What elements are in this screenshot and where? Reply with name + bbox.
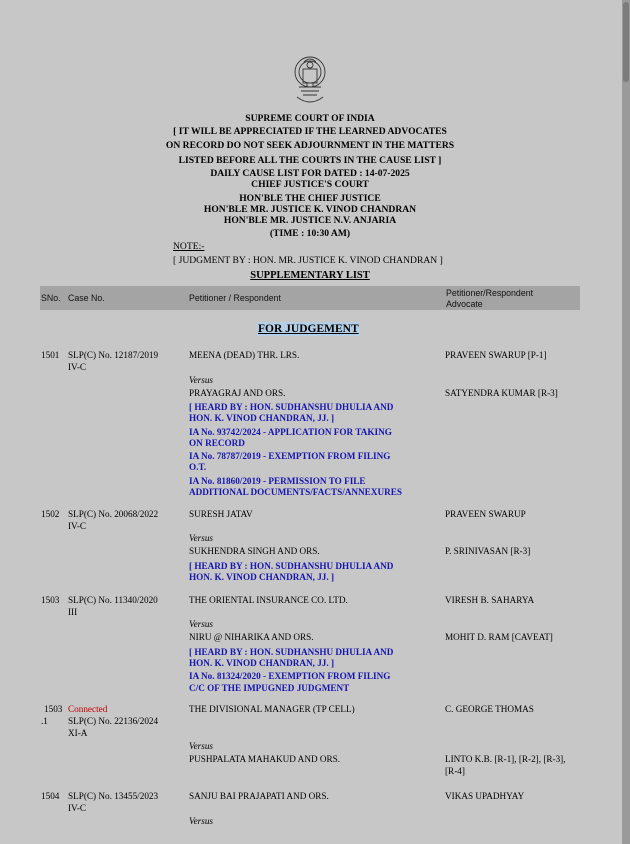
- petitioner-advocate: PRAVEEN SWARUP: [445, 509, 526, 519]
- respondent-advocate: [R-4]: [445, 766, 465, 776]
- respondent: SUKHENDRA SINGH AND ORS.: [189, 546, 320, 556]
- case-number: SLP(C) No. 20068/2022: [68, 509, 159, 519]
- case-note: IA No. 81860/2019 - PERMISSION TO FILE: [189, 476, 366, 486]
- case-sno: 1503: [44, 704, 63, 714]
- respondent-advocate: P. SRINIVASAN [R-3]: [445, 546, 531, 556]
- petitioner: MEENA (DEAD) THR. LRS.: [189, 350, 300, 360]
- versus-label: Versus: [189, 816, 213, 826]
- versus-label: Versus: [189, 375, 213, 385]
- respondent: NIRU @ NIHARIKA AND ORS.: [189, 632, 314, 642]
- bench-judge-1: HON'BLE THE CHIEF JUSTICE: [239, 193, 381, 204]
- respondent-advocate: MOHIT D. RAM [CAVEAT]: [445, 632, 553, 642]
- header-parties: Petitioner / Respondent: [189, 293, 281, 303]
- case-sno: 1504: [41, 791, 60, 801]
- case-category: III: [68, 607, 78, 617]
- case-note: [ HEARD BY : HON. SUDHANSHU DHULIA AND: [189, 402, 394, 412]
- advisory-line-3: LISTED BEFORE ALL THE COURTS IN THE CAUSE LIST ]: [178, 155, 442, 166]
- case-number: SLP(C) No. 12187/2019: [68, 350, 159, 360]
- petitioner: THE ORIENTAL INSURANCE CO. LTD.: [189, 595, 348, 605]
- petitioner: SANJU BAI PRAJAPATI AND ORS.: [189, 791, 329, 801]
- case-note: IA No. 93742/2024 - APPLICATION FOR TAKING: [189, 427, 392, 437]
- case-note: HON. K. VINOD CHANDRAN, JJ. ]: [189, 658, 335, 668]
- case-sno: 1502: [41, 509, 60, 519]
- note-text: [ JUDGMENT BY : HON. MR. JUSTICE K. VINOD CHANDRAN ]: [173, 255, 443, 266]
- header-sno: SNo.: [41, 293, 61, 303]
- respondent-advocate: LINTO K.B. [R-1], [R-2], [R-3],: [445, 754, 566, 764]
- respondent: PUSHPALATA MAHAKUD AND ORS.: [189, 754, 341, 764]
- advisory-line-1: [ IT WILL BE APPRECIATED IF THE LEARNED ADVOCATES: [173, 126, 447, 137]
- petitioner: THE DIVISIONAL MANAGER (TP CELL): [189, 704, 355, 714]
- note-label: NOTE:-: [173, 241, 205, 252]
- versus-label: Versus: [189, 741, 213, 751]
- case-note: [ HEARD BY : HON. SUDHANSHU DHULIA AND: [189, 647, 394, 657]
- petitioner-advocate: VIRESH B. SAHARYA: [445, 595, 535, 605]
- case-note: C/C OF THE IMPUGNED JUDGMENT: [189, 683, 350, 693]
- petitioner-advocate: VIKAS UPADHYAY: [445, 791, 525, 801]
- case-note: [ HEARD BY : HON. SUDHANSHU DHULIA AND: [189, 561, 394, 571]
- advisory-line-2: ON RECORD DO NOT SEEK ADJOURNMENT IN THE MATTERS: [165, 140, 455, 151]
- case-number: SLP(C) No. 22136/2024: [68, 716, 159, 726]
- bench-judge-3: HON'BLE MR. JUSTICE N.V. ANJARIA: [223, 215, 397, 226]
- header-advocate-2: Advocate: [446, 299, 483, 309]
- petitioner-advocate: PRAVEEN SWARUP [P-1]: [445, 350, 547, 360]
- cause-list-date: DAILY CAUSE LIST FOR DATED : 14-07-2025: [210, 168, 410, 179]
- vertical-scrollbar[interactable]: [622, 0, 630, 844]
- versus-label: Versus: [189, 533, 213, 543]
- scrollbar-thumb[interactable]: [623, 2, 629, 82]
- case-category: XI-A: [68, 728, 88, 738]
- bench-judge-2: HON'BLE MR. JUSTICE K. VINOD CHANDRAN: [203, 204, 417, 215]
- case-category: IV-C: [68, 362, 87, 372]
- court-name: SUPREME COURT OF INDIA: [245, 113, 375, 124]
- case-sno: 1501: [41, 350, 60, 360]
- header-case-no: Case No.: [68, 293, 105, 303]
- respondent-advocate: SATYENDRA KUMAR [R-3]: [445, 388, 558, 398]
- petitioner-advocate: C. GEORGE THOMAS: [445, 704, 534, 714]
- case-note: O.T.: [189, 462, 207, 472]
- table-header: [40, 286, 580, 310]
- court-room: CHIEF JUSTICE'S COURT: [251, 179, 369, 190]
- respondent: PRAYAGRAJ AND ORS.: [189, 388, 286, 398]
- case-note: ADDITIONAL DOCUMENTS/FACTS/ANNEXURES: [189, 487, 402, 497]
- case-sno-suffix: .1: [41, 716, 48, 726]
- case-sno: 1503: [41, 595, 60, 605]
- case-note: ON RECORD: [189, 438, 245, 448]
- court-emblem-icon: [291, 53, 329, 105]
- case-number: SLP(C) No. 13455/2023: [68, 791, 159, 801]
- list-title: SUPPLEMENTARY LIST: [250, 270, 370, 281]
- case-note: IA No. 81324/2020 - EXEMPTION FROM FILING: [189, 671, 391, 681]
- case-note: HON. K. VINOD CHANDRAN, JJ. ]: [189, 572, 335, 582]
- section-title: FOR JUDGEMENT: [258, 323, 359, 335]
- case-category: IV-C: [68, 521, 87, 531]
- header-advocate-1: Petitioner/Respondent: [446, 288, 534, 298]
- connected-badge: Connected: [68, 704, 108, 714]
- versus-label: Versus: [189, 619, 213, 629]
- case-number: SLP(C) No. 11340/2020: [68, 595, 158, 605]
- case-note: HON. K. VINOD CHANDRAN, JJ. ]: [189, 413, 335, 423]
- sitting-time: (TIME : 10:30 AM): [269, 228, 351, 239]
- case-category: IV-C: [68, 803, 87, 813]
- petitioner: SURESH JATAV: [189, 509, 253, 519]
- case-note: IA No. 78787/2019 - EXEMPTION FROM FILING: [189, 451, 391, 461]
